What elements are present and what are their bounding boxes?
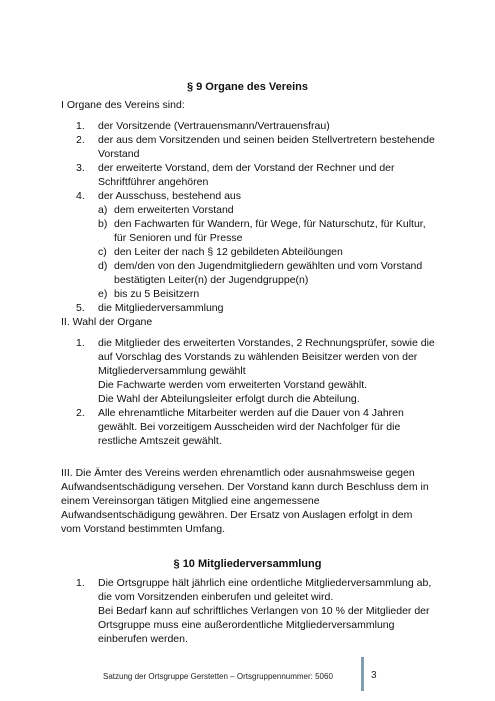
sub-list-item xyxy=(98,259,436,287)
sub-list-text: bis zu 5 Beisitzern xyxy=(114,288,200,300)
list-number: 1. xyxy=(76,577,85,589)
section-9-heading: § 9 Organe des Vereins xyxy=(186,81,309,93)
list-item xyxy=(76,336,436,406)
list-text: Die Ortsgruppe hält jährlich eine ordentliche Mitgliederversammlung ab, die vom Vorsitzenden einberufen und geleitet wird. xyxy=(98,577,432,603)
list-text-extra: Die Wahl der Abteilungsleiter erfolgt durch die Abteilung. xyxy=(98,393,360,405)
sub-list-text: dem erweiterten Vorstand xyxy=(114,204,234,216)
list-text: der Vorsitzende (Vertrauensmann/Vertrauensfrau) xyxy=(98,120,330,132)
sub-list-item xyxy=(98,203,436,217)
list-text-extra: Die Fachwarte werden vom erweiterten Vorstand gewählt. xyxy=(98,379,368,391)
sub-list-letter: e) xyxy=(98,288,108,300)
sub-list-letter: c) xyxy=(98,246,107,258)
sub-list-text: den Fachwarten für Wandern, für Wege, für Naturschutz, für Kultur, für Senioren und für Presse xyxy=(114,218,426,244)
list-number: 2. xyxy=(76,407,85,419)
list-text: die Mitglieder des erweiterten Vorstandes, 2 Rechnungsprüfer, sowie die auf Vorschlag des Vorstands zu wählenden Beisitzer werden von der Mitgliederversammlung gewählt xyxy=(98,337,435,377)
list-item xyxy=(76,406,436,448)
sub-list-text: dem/den von den Jugendmitgliedern gewählten und vom Vorstand bestätigten Leiter(n) der Jugendgruppe(n) xyxy=(114,260,423,286)
sub-list-text: den Leiter der nach § 12 gebildeten Abteilöungen xyxy=(114,246,343,258)
organs-list xyxy=(76,119,436,315)
list-text-extra: Bei Bedarf kann auf schriftliches Verlangen von 10 % der Mitglieder der Ortsgruppe muss eine außerordentliche Mitgliederversammlung einberufen werden. xyxy=(98,605,430,645)
list-text: die Mitgliederversammlung xyxy=(98,302,224,314)
sub-list-letter: a) xyxy=(98,204,108,216)
sub-list-letter: d) xyxy=(98,260,108,272)
list-item xyxy=(76,576,436,646)
wahl-heading: II. Wahl der Organe xyxy=(61,316,153,328)
list-item xyxy=(76,161,436,189)
section-10-heading: § 10 Mitgliederversammlung xyxy=(173,558,322,570)
list-number: 5. xyxy=(76,302,85,314)
list-number: 4. xyxy=(76,190,85,202)
list-item xyxy=(76,133,436,161)
list-number: 1. xyxy=(76,120,85,132)
sub-list-item xyxy=(98,287,436,301)
list-text: der Ausschuss, bestehend aus xyxy=(98,190,242,202)
list-number: 2. xyxy=(76,134,85,146)
sub-list-letter: b) xyxy=(98,218,108,230)
sub-list-item xyxy=(98,217,436,245)
footer-divider xyxy=(361,657,364,691)
list-text: der erweiterte Vorstand, dem der Vorstand der Rechner und der Schriftführer angehören xyxy=(98,162,395,188)
aemter-paragraph: III. Die Ämter des Vereins werden ehrenamtlich oder ausnahmsweise gegen Aufwandsentschädigung versehen. Der Vorstand kann durch Beschluss dem in einem Vereinsorgan tätigen Mitglied eine angemessene Aufwandsentschädigung gewähren. Der Ersatz von Auslagen erfolgt in dem vom Vorstand bestimmten Umfang. xyxy=(61,467,429,535)
list-item xyxy=(76,301,436,315)
list-item xyxy=(76,119,436,133)
list-number: 1. xyxy=(76,337,85,349)
wahl-list xyxy=(76,336,436,448)
list-number: 3. xyxy=(76,162,85,174)
mitgliederversammlung-list xyxy=(76,576,436,646)
organs-intro: I Organe des Vereins sind: xyxy=(61,99,185,111)
list-item xyxy=(76,189,436,203)
list-text: Alle ehrenamtliche Mitarbeiter werden auf die Dauer von 4 Jahren gewählt. Bei vorzeitigem Ausscheiden wird der Nachfolger für die restliche Amtszeit gewählt. xyxy=(98,407,404,447)
page-number: 3 xyxy=(371,670,377,681)
sub-list-item xyxy=(98,245,436,259)
list-text: der aus dem Vorsitzenden und seinen beiden Stellvertretern bestehende Vorstand xyxy=(98,134,435,160)
footer-text: Satzung der Ortsgruppe Gerstetten – Ortsgruppennummer: 5060 xyxy=(103,672,333,681)
